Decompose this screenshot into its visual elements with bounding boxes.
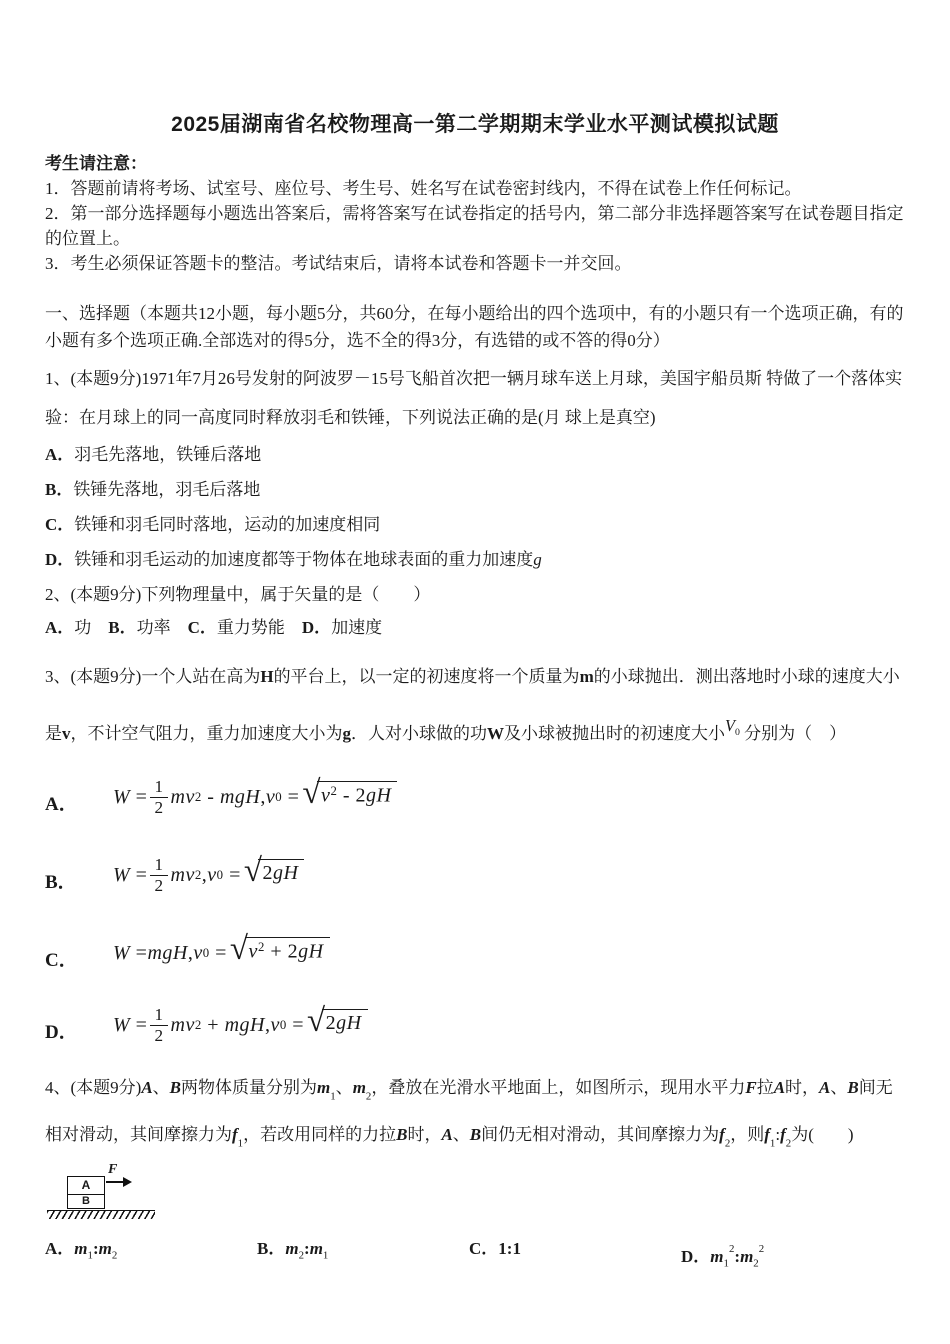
question-3-stem: 3、(本题9分)一个人站在高为H的平台上，以一定的初速度将一个质量为m的小球抛出．测出落地时小球的速度大小是v，不计空气阻力，重力加速度大小为g．人对小球做的功W及小球被抛出时的初速度大小$V^0$ 分别为（ ） bbox=[45, 667, 900, 743]
notice-item: 2．第一部分选择题每小题选出答案后，需将答案写在试卷指定的括号内，第二部分非选择题答案写在试卷题目指定的位置上。 bbox=[45, 204, 904, 248]
question-4-option-b: B．$m_2:m_1$ bbox=[257, 1239, 329, 1262]
notice-heading: 考生请注意： bbox=[45, 154, 147, 173]
notice-item: 3．考生必须保证答题卡的整洁。考试结束后，请将本试卷和答题卡一并交回。 bbox=[45, 254, 632, 273]
question-1 bbox=[45, 359, 905, 577]
question-1-option-d: D．铁锤和羽毛运动的加速度都等于物体在地球表面的重力加速度g bbox=[45, 550, 542, 569]
question-4-options bbox=[45, 1237, 905, 1275]
question-4 bbox=[45, 1069, 905, 1276]
formula: W = $\frac{1}{2}$ mv 2 - mgH , v 0 = √ $v^2 - 2gH$ bbox=[113, 777, 397, 818]
force-label: F bbox=[108, 1162, 118, 1178]
block-a-label: A bbox=[68, 1177, 104, 1195]
question-1-option-a: A．羽毛先落地，铁锤后落地 bbox=[45, 445, 262, 464]
force-arrow-icon bbox=[106, 1181, 130, 1183]
exam-title: 2025届湖南省名校物理高一第二学期期末学业水平测试模拟试题 bbox=[171, 113, 779, 136]
formula: W = $\frac{1}{2}$ mv 2 , v 0 = √ 2gH bbox=[113, 855, 304, 896]
question-2 bbox=[45, 579, 905, 644]
question-1-stem: 1、(本题9分)1971年7月26号发射的阿波罗－15号飞船首次把一辆月球车送上月球，美国宇船员斯 特做了一个落体实验：在月球上的同一高度同时释放羽毛和铁锤，下列说法正确的是(月 球上是真空) bbox=[45, 369, 903, 427]
question-2-stem: 2、(本题9分)下列物理量中，属于矢量的是（ ） bbox=[45, 585, 431, 604]
question-3 bbox=[45, 648, 905, 1053]
question-1-option-b: B．铁锤先落地，羽毛后落地 bbox=[45, 480, 261, 499]
question-1-option-c: C．铁锤和羽毛同时落地，运动的加速度相同 bbox=[45, 515, 381, 534]
notice-item: 1．答题前请将考场、试室号、座位号、考生号、姓名写在试卷密封线内，不得在试卷上作任何标记。 bbox=[45, 179, 802, 198]
question-3-option-d bbox=[45, 997, 905, 1053]
question-3-option-b bbox=[45, 847, 905, 903]
question-4-figure bbox=[47, 1162, 207, 1222]
option-label: C． bbox=[45, 949, 78, 971]
section-one-header: 一、选择题（本题共12小题，每小题5分，共60分，在每小题给出的四个选项中，有的小题只有一个选项正确，有的小题有多个选项正确.全部选对的得5分，选不全的得3分，有选错的或不答的得0分） bbox=[45, 304, 904, 350]
question-4-option-c: C．1:1 bbox=[469, 1239, 521, 1259]
stacked-blocks bbox=[67, 1176, 105, 1209]
question-4-option-a: A．$m_1:m_2$ bbox=[45, 1239, 118, 1262]
question-4-option-d: D．$m_1^2:m_2^2$ bbox=[681, 1243, 765, 1270]
option-label: D． bbox=[45, 1021, 78, 1043]
question-3-option-c bbox=[45, 925, 905, 981]
option-label: B． bbox=[45, 871, 77, 893]
option-label: A． bbox=[45, 793, 78, 815]
ground-hatch bbox=[47, 1211, 155, 1219]
notice-section bbox=[45, 151, 905, 276]
question-4-stem: 4、(本题9分)A、B两物体质量分别为$m_1$、$m_2$，叠放在光滑水平地面上，如图所示，现用水平力F拉A时，A、B间无相对滑动，其间摩擦力为$f_1$，若改用同样的力拉B时，A、B间仍无相对滑动，其间摩擦力为$f_2$，则$f_1:f_2$为( ) bbox=[45, 1078, 893, 1150]
formula: W = mgH , v 0 = √ $v^2 + 2gH$ bbox=[113, 937, 330, 970]
question-3-option-a bbox=[45, 769, 905, 825]
question-2-options: A．功 B．功率 C．重力势能 D．加速度 bbox=[45, 618, 383, 637]
block-b-label: B bbox=[82, 1195, 90, 1208]
formula: W = $\frac{1}{2}$ mv 2 + mgH , v 0 = √ 2gH bbox=[113, 1005, 368, 1046]
